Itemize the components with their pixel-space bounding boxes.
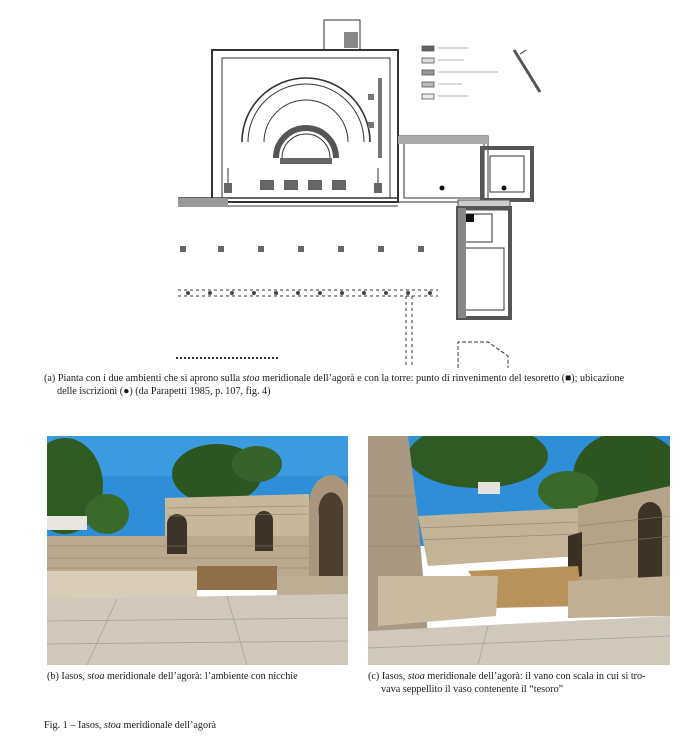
caption-a-line2: delle iscrizioni (●) (da Parapetti 1985, p. 107, fig. 4) (57, 385, 271, 397)
photo-room-with-stair (368, 436, 670, 665)
caption-b-text-2: meridionale dell’agorà: l’ambiente con nicchie (104, 671, 298, 682)
caption-photo-c (368, 671, 673, 696)
caption-a-text: (a) Pianta con i due ambienti che si aprono sulla (44, 373, 243, 384)
caption-c-text-2: meridionale dell’agorà: il vano con scala in cui si tro- (424, 671, 646, 682)
caption-b-text: (b) Iasos, (47, 671, 88, 682)
figure-label-text: Fig. 1 – Iasos, (44, 720, 104, 731)
figure-label (44, 720, 216, 731)
caption-c-italic: stoa (407, 671, 425, 682)
caption-b-italic: stoa (87, 671, 105, 682)
figure-label-italic: stoa (104, 720, 121, 731)
caption-c-line2: vava seppellito il vaso contenente il “tesoro” (381, 683, 564, 695)
photo-room-with-niches (47, 436, 348, 665)
caption-c-text: (c) Iasos, (368, 671, 408, 682)
caption-a-italic: stoa (242, 373, 260, 384)
site-plan-drawing (168, 18, 546, 370)
caption-photo-b (47, 671, 347, 684)
caption-a-text-2: meridionale dell’agorà e con la torre: punto di rinvenimento del tesoretto (■); ubicazione (259, 373, 625, 384)
figure-label-text-2: meridionale dell’agorà (120, 720, 217, 731)
caption-plan (44, 373, 672, 398)
